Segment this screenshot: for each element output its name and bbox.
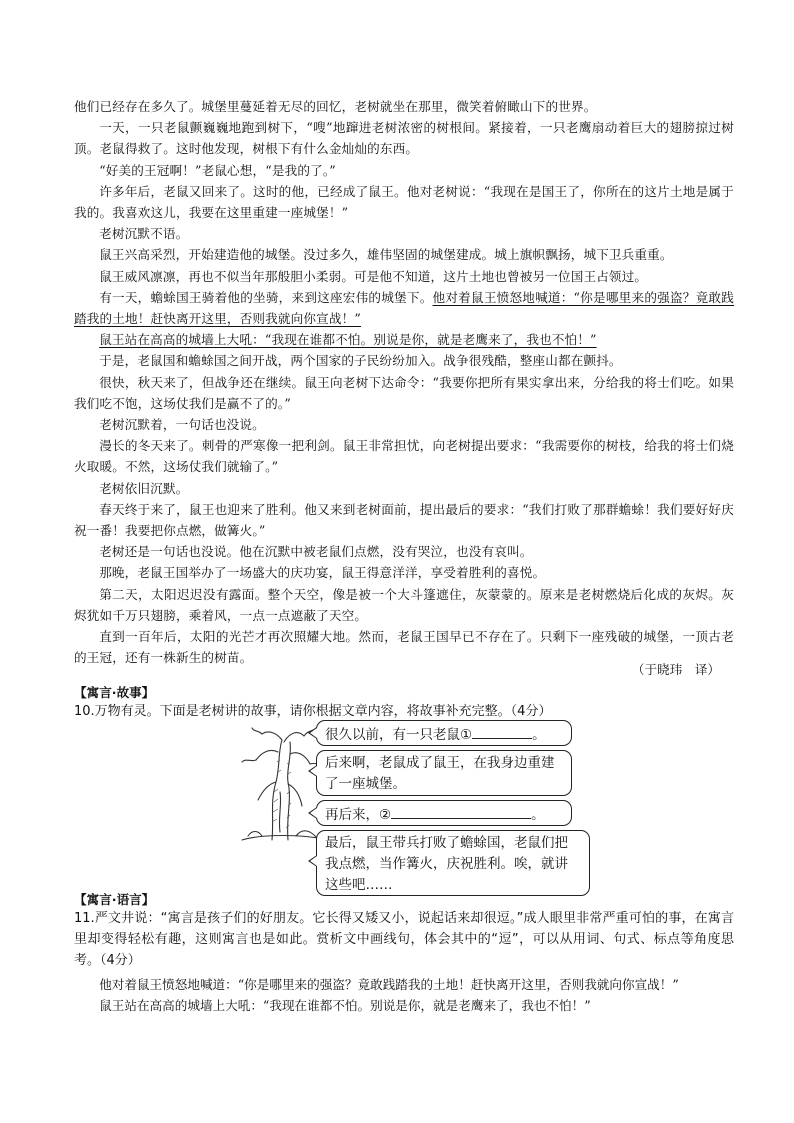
section-heading-language: 【寓言·语言】 [74, 892, 155, 907]
story-paragraph: “好美的王冠啊！”老鼠心想，“是我的了。” [99, 162, 336, 178]
bubble-tail [308, 807, 317, 819]
section-heading-story: 【寓言·故事】 [74, 685, 155, 700]
bubble-text: 后来啊，老鼠成了鼠王，在我身边重建了一座城堡。 [325, 755, 555, 792]
story-text-lead: 有一天，蟾蜍国王骑着他的坐骑，来到这座宏伟的城堡下。 [99, 289, 433, 305]
question-10: 10.万物有灵。下面是老树讲的故事，请你根据文章内容，将故事补充完整。（4分） [74, 704, 552, 719]
story-paragraph: 老树依旧沉默。 [99, 480, 189, 496]
quoted-sentence-1: 他对着鼠王愤怒地喊道：“你是哪里来的强盗？竟敢践踏我的土地！赶快离开这里，否则我就向你宣战！” [99, 977, 679, 992]
story-paragraph-underlined [74, 287, 734, 329]
answer-blank-1[interactable] [472, 723, 532, 739]
story-paragraph: 鼠王兴高采烈，开始建造他的城堡。没过多久，雄伟坚固的城堡建成。城上旗帜飘扬，城下卫兵重重。 [99, 247, 673, 263]
story-paragraph-underlined [74, 329, 734, 350]
story-paragraph: 他们已经存在多久了。城堡里蔓延着无尽的回忆，老树就坐在那里，微笑着俯瞰山下的世界。 [74, 99, 597, 114]
bubble-tail [308, 855, 317, 867]
story-paragraph: 老树沉默不语。 [99, 226, 189, 242]
speech-bubble-2 [316, 750, 572, 796]
bubble-end: 。 [531, 807, 545, 823]
quoted-sentence-2: 鼠王站在高高的城墙上大吼：“我现在谁都不怕。别说是你，就是老鹰来了，我也不怕！” [99, 998, 591, 1013]
story-paragraph: 鼠王威风凛凛，再也不似当年那般胆小柔弱。可是他不知道，这片土地也曾被另一位国王占领过。 [99, 268, 648, 284]
underlined-sentence-2: 鼠王站在高高的城墙上大吼：“我现在谁都不怕。别说是你，就是老鹰来了，我也不怕！” [99, 332, 597, 348]
bubble-tail [308, 727, 317, 739]
story-paragraph: 一天，一只老鼠颤巍巍地跑到树下，“嗖”地蹿进老树浓密的树根间。紧接着，一只老鹰扇动着巨大的翅膀掠过树顶。老鼠得救了。这时他发现，树根下有什么金灿灿的东西。 [74, 120, 734, 157]
story-paragraph: 很快，秋天来了，但战争还在继续。鼠王向老树下达命令：“我要你把所有果实拿出来，分给我的将士们吃。如果我们吃不饱，这场仗我们是赢不了的。” [74, 374, 734, 411]
story-text [74, 96, 734, 668]
bubble-tail [308, 765, 317, 777]
bubble-text: 很久以前，有一只老鼠① [325, 727, 473, 743]
speech-bubble-1 [316, 720, 572, 746]
story-paragraph: 老树沉默着，一句话也没说。 [99, 417, 265, 433]
speech-bubble-3 [316, 800, 572, 826]
story-paragraph: 于是，老鼠国和蟾蜍国之间开战，两个国家的子民纷纷加入。战争很残酷，整座山都在颤抖。 [99, 353, 622, 369]
story-paragraph: 第二天，太阳迟迟没有露面。整个天空，像是被一个大斗篷遮住，灰蒙蒙的。原来是老树燃烧后化成的灰烬。灰烬犹如千万只翅膀，乘着风，一点一点遮蔽了天空。 [74, 586, 734, 623]
story-paragraph: 那晚，老鼠王国举办了一场盛大的庆功宴，鼠王得意洋洋，享受着胜利的喜悦。 [99, 565, 546, 581]
question-11: 11.严文井说：“寓言是孩子们的好朋友。它长得又矮又小，说起话来却很逗。”成人眼里非常严重可怕的事，在寓言里却变得轻松有趣，这则寓言也是如此。赏析文中画线句，体会其中的“逗”，可以从用词、句式、标点等角度思考。（4分） [74, 911, 734, 968]
bubble-text: 再后来，② [325, 807, 392, 823]
story-paragraph: 老树还是一句话也没说。他在沉默中被老鼠们点燃，没有哭泣，也没有哀叫。 [99, 544, 533, 560]
story-paragraph: 漫长的冬天来了。刺骨的严寒像一把利剑。鼠王非常担忧，向老树提出要求：“我需要你的树枝，给我的将士们烧火取暖。不然，这场仗我们就输了。” [74, 438, 734, 475]
story-paragraph: 直到一百年后，太阳的光芒才再次照耀大地。然而，老鼠王国早已不存在了。只剩下一座残破的城堡，一顶古老的王冠，还有一株新生的树苗。 [74, 629, 734, 666]
story-paragraph: 春天终于来了，鼠王也迎来了胜利。他又来到老树面前，提出最后的要求：“我们打败了那群蟾蜍！我们要好好庆祝一番！我要把你点燃，做篝火。” [74, 501, 734, 539]
story-paragraph: 许多年后，老鼠又回来了。这时的他，已经成了鼠王。他对老树说：“我现在是国王了，你所在的这片土地是属于我的。我喜欢这儿，我要在这里重建一座城堡！” [74, 183, 734, 221]
bubble-end: 。 [532, 727, 546, 743]
bubble-text: 最后，鼠王带兵打败了蟾蜍国，老鼠们把我点燃，当作篝火，庆祝胜利。唉，就讲这些吧…… [325, 835, 568, 893]
answer-blank-2[interactable] [391, 803, 531, 819]
speech-bubble-4 [316, 830, 590, 896]
underlined-sentence-1: 他对着鼠王愤怒地喊道：“你是哪里来的强盗？竟敢践踏我的土地！赶快离开这里，否则我就向你宣战！” [74, 289, 734, 327]
translator-credit: （于晓玮 译） [631, 662, 720, 677]
